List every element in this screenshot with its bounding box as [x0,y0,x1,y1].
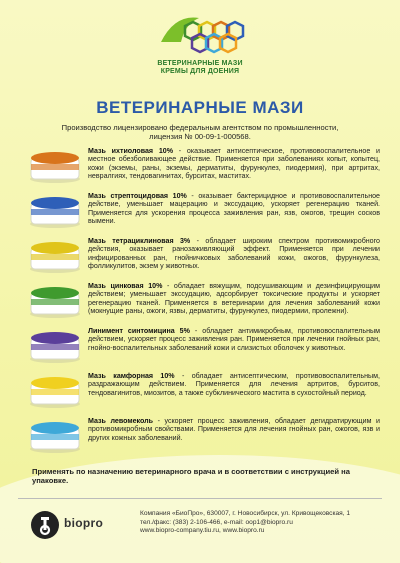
ointment-jar-icon [28,330,82,364]
product-description [88,327,380,352]
ointment-jar-icon [28,420,82,454]
license-line-1: Производство лицензировано федеральным агентством по промышленности, [61,123,339,132]
contact-info [140,510,380,536]
product-item [28,372,380,417]
product-item [28,192,380,237]
page-title: ВЕТЕРИНАРНЫЕ МАЗИ [96,98,304,117]
footer-divider [18,498,382,499]
product-item [28,327,380,372]
product-name: Мазь левомеколь [88,417,154,425]
product-item [28,237,380,282]
brand-logo [0,12,400,76]
product-item [28,282,380,327]
product-text: - обладает широким спектром противомикробного действия, оказывает ранозаживляющий эффект. Применяется при лечении инфицированных ран, гнойничковых заболеваний кожи, ожогов, фурункулеза, фолликулитов, экзем у животных. [88,237,380,270]
product-text: - обладает вяжущим, подсушивающим и дезинфицирующим действием; уменьшает экссудацию, адсорбирует токсические продукты и ускоряет регенерацию тканей. Применяется в ветеринарии для лечения заболеваний кожи (мокнущие раны, ожоги, язвы, дерматиты, фурункулез, пиодермии, пролежни). [88,282,380,315]
product-text: - ускоряет процесс заживления, обладает дегидратирующим и противомикробным свойствами. Применяется для лечения гнойных ран, ожогов, язв и других кожных заболеваний. [88,417,380,442]
product-text: - обладает антисептическим, противовоспалительным, раздражающим действием. Применяется для лечения артритов, бурситов, тендовагинитов, миозитов, а также субклинического мастита в сухостойный период. [88,372,380,397]
product-text: - оказывает бактерицидное и противовоспалительное действие, уменьшает мацерацию и экссудацию, ускоряет регенерацию тканей. Применяется для ускорения процесса заживления ран, язв, ожогов, трещин сосков вымени. [88,192,380,225]
product-description [88,282,380,315]
ointment-jar-icon [28,285,82,319]
product-name: Мазь камфорная 10% [88,372,175,380]
ointment-jar-icon [28,375,82,409]
product-item [28,147,380,192]
product-name: Мазь цинковая 10% [88,282,163,290]
contact-websites: www.biopro-company.tiu.ru, www.biopro.ru [140,527,265,534]
ointment-jar-icon [28,195,82,229]
product-item [28,417,380,462]
product-list [28,147,380,462]
biopro-logo-icon [30,510,60,540]
product-description [88,372,380,397]
product-description [88,147,380,180]
product-description [88,192,380,225]
ointment-jar-icon [28,240,82,274]
product-text: - оказывает антисептическое, противовоспалительное и местное обезболивающее действие. Применяется при заболеваниях копыт, копытец, кожи (экземы, раны, экземы, дерматиты, фурункулез, пиодермия), при артритах, невралгиях, тендовагинитах, бурситах, маститах. [88,147,381,180]
product-description [88,237,380,270]
product-name: Линимент синтомицина 5% [88,327,190,335]
brand-name: biopro [64,516,104,530]
license-text [40,123,360,141]
product-description [88,417,380,442]
ointment-jar-icon [28,150,82,184]
hexagon-logo-icon [155,12,245,60]
product-name: Мазь тетрациклиновая 3% [88,237,191,245]
product-name: Мазь ихтиоловая 10% [88,147,174,155]
contact-address: Компания «БиоПро», 630007, г. Новосибирск, ул. Кривощековская, 1 [140,510,351,517]
product-text: - обладает антимикробным, противовоспалительным действием, ускоряет процесс заживления ран. Применяется при лечении гнойных ран, гнойно-воспалительных заболеваний кожи и слизистых оболочек у животных. [88,327,380,352]
logo-line-1: ВЕТЕРИНАРНЫЕ МАЗИ [157,60,243,67]
contact-phone-email: тел./факс: (383) 2-106-466, e-mail: oop1@biopro.ru [140,518,293,526]
product-name: Мазь стрептоцидовая 10% [88,192,187,200]
license-line-2: лицензия № 00-09-1-000568. [149,132,251,141]
logo-line-2: КРЕМЫ ДЛЯ ДОЕНИЯ [160,68,240,75]
usage-note: Применять по назначению ветеринарного врача и в соответствии с инструкцией на упаковке. [32,467,350,485]
